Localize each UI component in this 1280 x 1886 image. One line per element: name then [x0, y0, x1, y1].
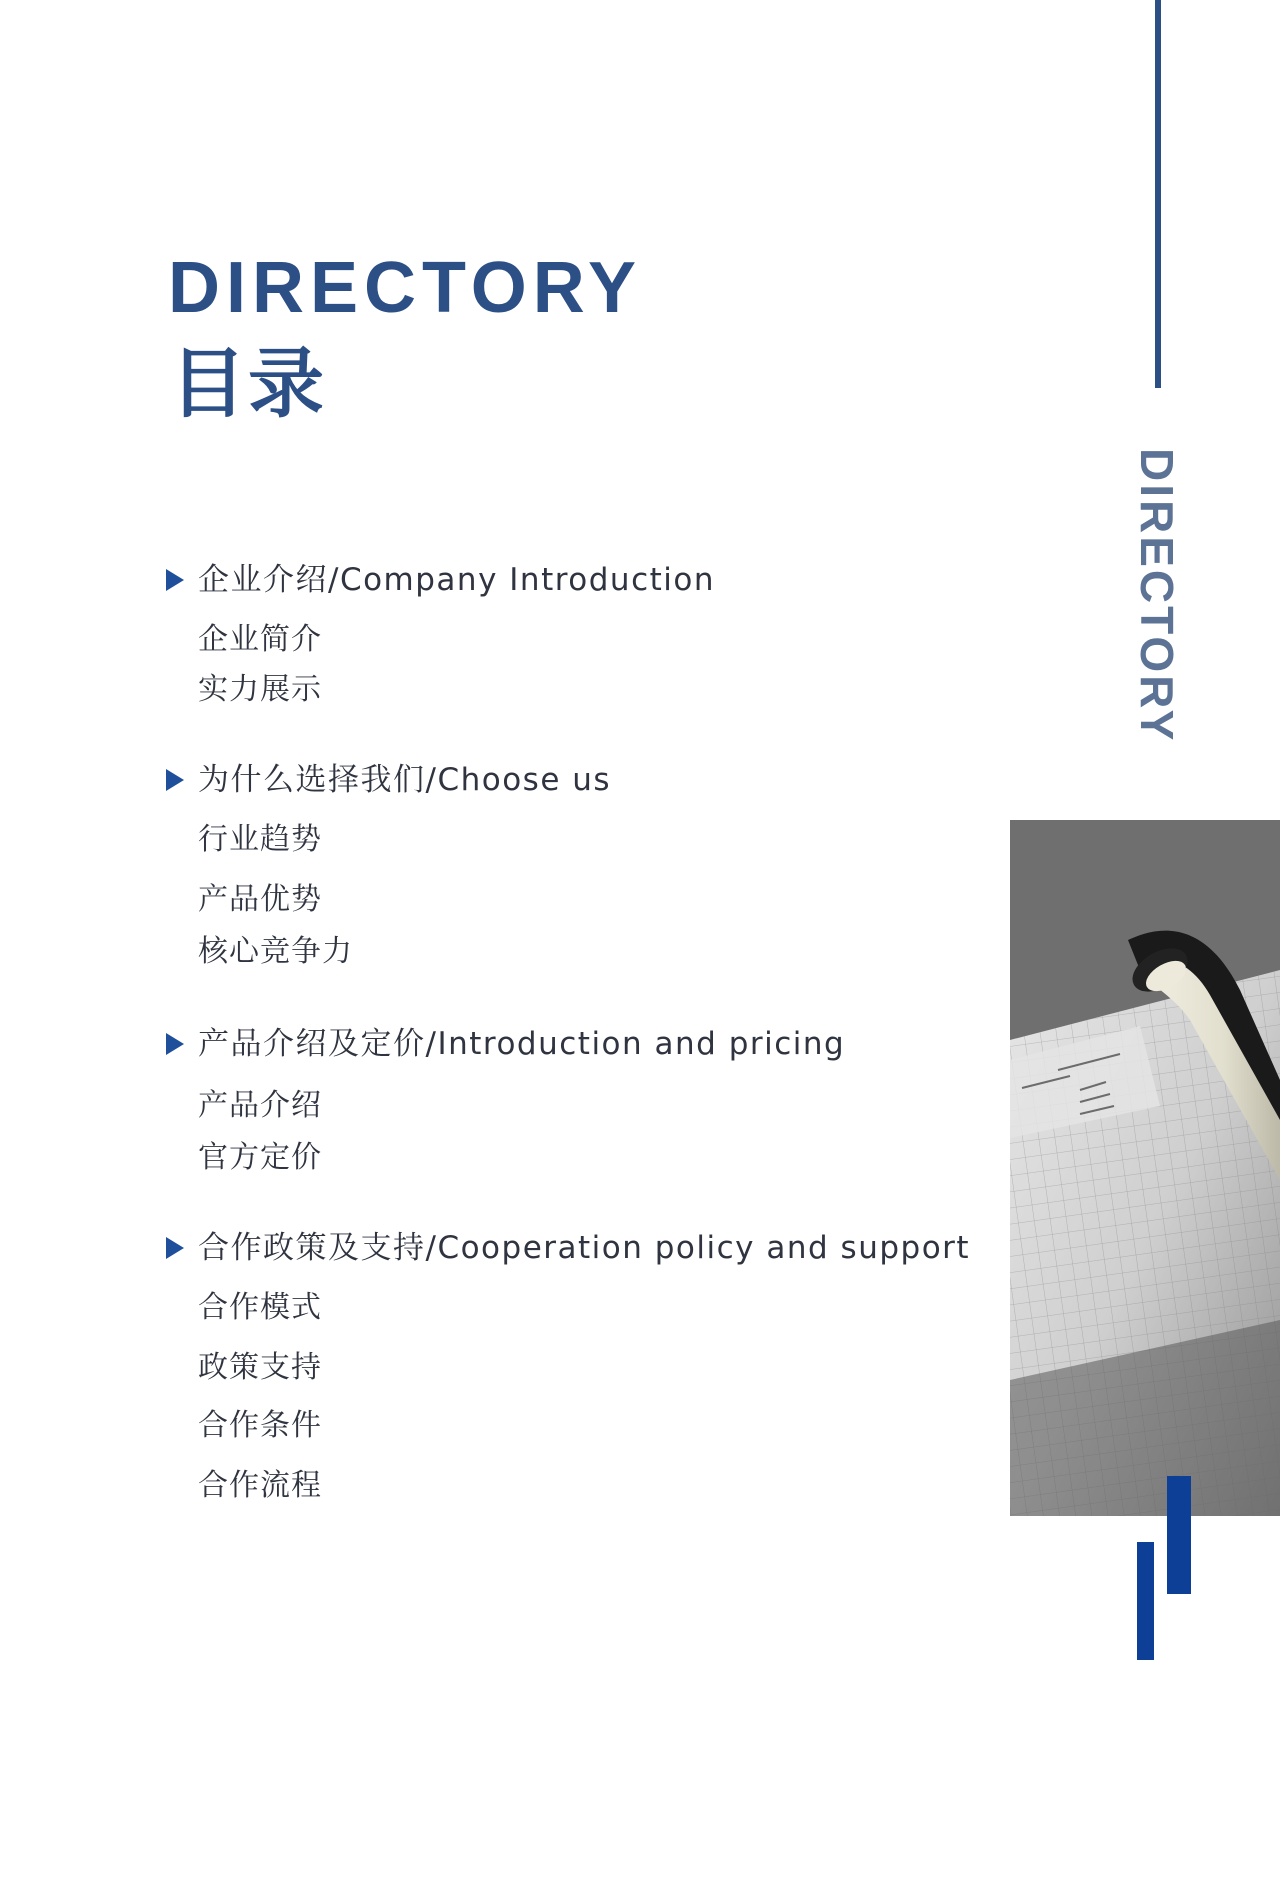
accent-bar-short — [1137, 1542, 1154, 1660]
section-choose-us — [166, 760, 612, 969]
list-item[interactable]: 合作模式 — [198, 1290, 322, 1325]
list-item[interactable]: 产品介绍 — [198, 1088, 322, 1123]
section-introduction-pricing — [166, 1024, 846, 1175]
section-heading[interactable] — [166, 560, 715, 600]
directory-title-en: DIRECTORY — [168, 248, 643, 328]
section-title: 产品介绍及定价/Introduction and pricing — [198, 1026, 846, 1062]
directory-title-cn: 目录 — [170, 339, 326, 428]
section-title: 企业介绍/Company Introduction — [198, 562, 716, 598]
accent-bar-tall — [1167, 1476, 1191, 1594]
section-title: 合作政策及支持/Cooperation policy and support — [198, 1230, 971, 1266]
list-item[interactable]: 合作条件 — [198, 1408, 322, 1443]
section-heading[interactable] — [166, 1228, 970, 1268]
top-right-vertical-line — [1155, 0, 1161, 388]
list-item[interactable]: 企业简介 — [198, 622, 322, 657]
triangle-bullet-icon — [166, 1033, 184, 1055]
triangle-bullet-icon — [166, 569, 184, 591]
list-item[interactable]: 官方定价 — [198, 1140, 322, 1175]
list-item[interactable]: 行业趋势 — [198, 822, 322, 857]
section-company-introduction — [166, 560, 716, 707]
section-title: 为什么选择我们/Choose us — [198, 762, 612, 798]
notebook-pen-photo — [1010, 820, 1280, 1516]
list-item[interactable]: 合作流程 — [198, 1468, 322, 1503]
list-item[interactable]: 实力展示 — [198, 672, 322, 707]
list-item[interactable]: 政策支持 — [198, 1350, 322, 1385]
triangle-bullet-icon — [166, 1237, 184, 1259]
section-heading[interactable] — [166, 760, 611, 800]
side-vertical-directory-label: DIRECTORY — [1131, 448, 1183, 744]
list-item[interactable]: 核心竞争力 — [198, 934, 353, 969]
triangle-bullet-icon — [166, 769, 184, 791]
list-item[interactable]: 产品优势 — [198, 882, 322, 917]
section-cooperation-policy — [166, 1228, 971, 1503]
section-heading[interactable] — [166, 1024, 845, 1064]
